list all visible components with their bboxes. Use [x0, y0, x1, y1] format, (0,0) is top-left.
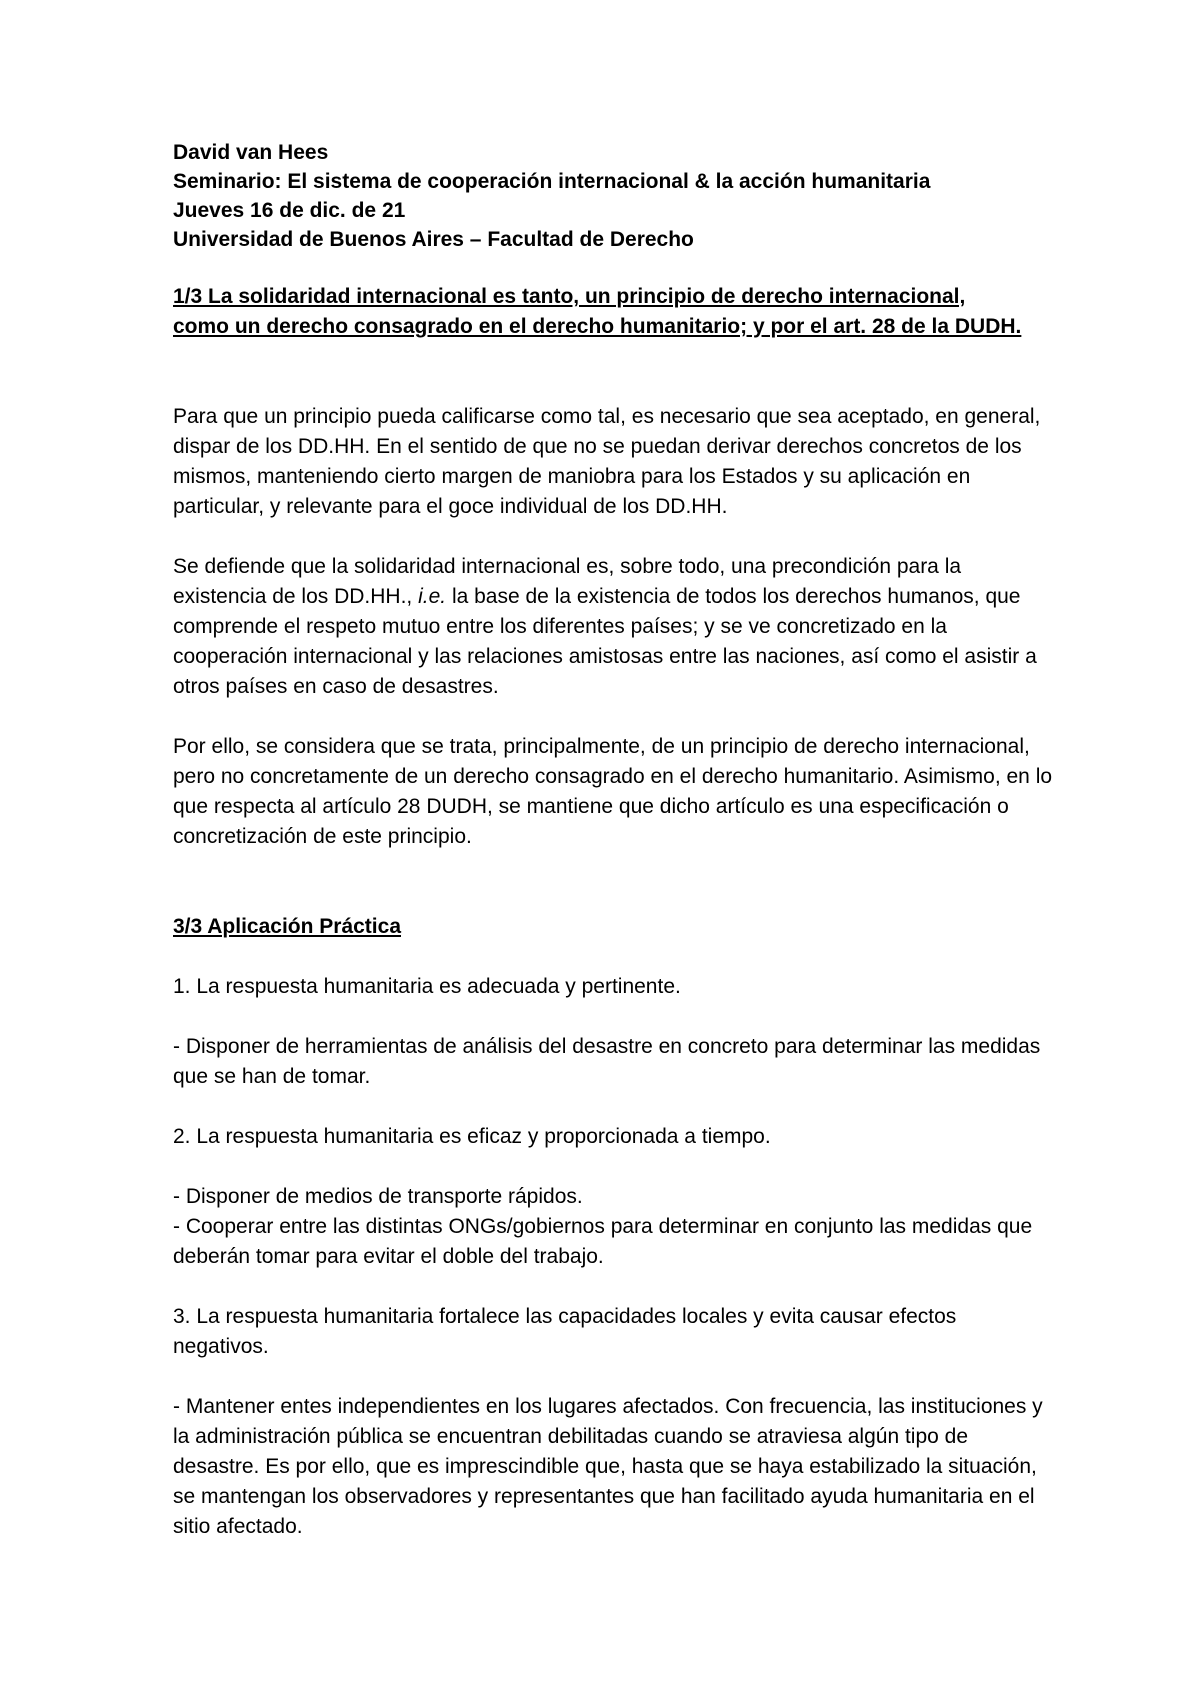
- para2-text-a: Se defiende que la solidaridad internacional es, sobre todo, una precondición para la existencia de los DD.HH.,: [173, 555, 962, 608]
- list-item-1: 1. La respuesta humanitaria es adecuada y pertinente.: [173, 975, 681, 998]
- list-item-2-detail-1: - Disponer de medios de transporte rápidos.: [173, 1185, 583, 1208]
- para2-text-b: la base de la existencia de todos los derechos humanos, que comprende el respeto mutuo entre los diferentes países; y se ve concretizado en la cooperación internacional y las relaciones amistosas entre las naciones, así como el asistir a otros países en caso de desastres.: [173, 585, 1037, 698]
- section1-heading-line2: como un derecho consagrado en el derecho humanitario; y por el art. 28 de la DUDH.: [173, 315, 1022, 338]
- section1-paragraph-1: Para que un principio pueda calificarse como tal, es necesario que sea aceptado, en general, dispar de los DD.HH. En el sentido de que no se puedan derivar derechos concretos de los mismos, manteniendo cierto margen de maniobra para los Estados y su aplicación en particular, y relevante para el goce individual de los DD.HH.: [173, 405, 1041, 518]
- list-item-2-detail-2: - Cooperar entre las distintas ONGs/gobiernos para determinar en conjunto las medidas que deberán tomar para evitar el doble del trabajo.: [173, 1215, 1033, 1268]
- document-page: [173, 138, 1053, 1542]
- list-item-1-detail: - Disponer de herramientas de análisis del desastre en concreto para determinar las medidas que se han de tomar.: [173, 1035, 1041, 1088]
- list-item-2: 2. La respuesta humanitaria es eficaz y proporcionada a tiempo.: [173, 1125, 771, 1148]
- list-item-3: 3. La respuesta humanitaria fortalece las capacidades locales y evita causar efectos negativos.: [173, 1305, 957, 1358]
- section1-paragraph-3: Por ello, se considera que se trata, principalmente, de un principio de derecho internacional, pero no concretamente de un derecho consagrado en el derecho humanitario. Asimismo, en lo que respecta al artículo 28 DUDH, se mantiene que dicho artículo es una especificación o concretización de este principio.: [173, 735, 1053, 848]
- document-header: [173, 138, 1053, 254]
- section1-heading-line1: 1/3 La solidaridad internacional es tanto, un principio de derecho internacional,: [173, 285, 966, 308]
- document-date: Jueves 16 de dic. de 21: [173, 199, 406, 222]
- author-name: David van Hees: [173, 141, 329, 164]
- section1-paragraph-2: [173, 552, 1053, 702]
- list-item-3-detail: - Mantener entes independientes en los lugares afectados. Con frecuencia, las instituciones y la administración pública se encuentran debilitadas cuando se atraviesa algún tipo de desastre. Es por ello, que es imprescindible que, hasta que se haya estabilizado la situación, se mantengan los observadores y representantes que han facilitado ayuda humanitaria en el sitio afectado.: [173, 1395, 1043, 1538]
- seminar-title: Seminario: El sistema de cooperación internacional & la acción humanitaria: [173, 170, 931, 193]
- para2-emphasis: i.e.: [418, 585, 447, 608]
- section3-heading: 3/3 Aplicación Práctica: [173, 915, 401, 938]
- institution-name: Universidad de Buenos Aires – Facultad de Derecho: [173, 228, 694, 251]
